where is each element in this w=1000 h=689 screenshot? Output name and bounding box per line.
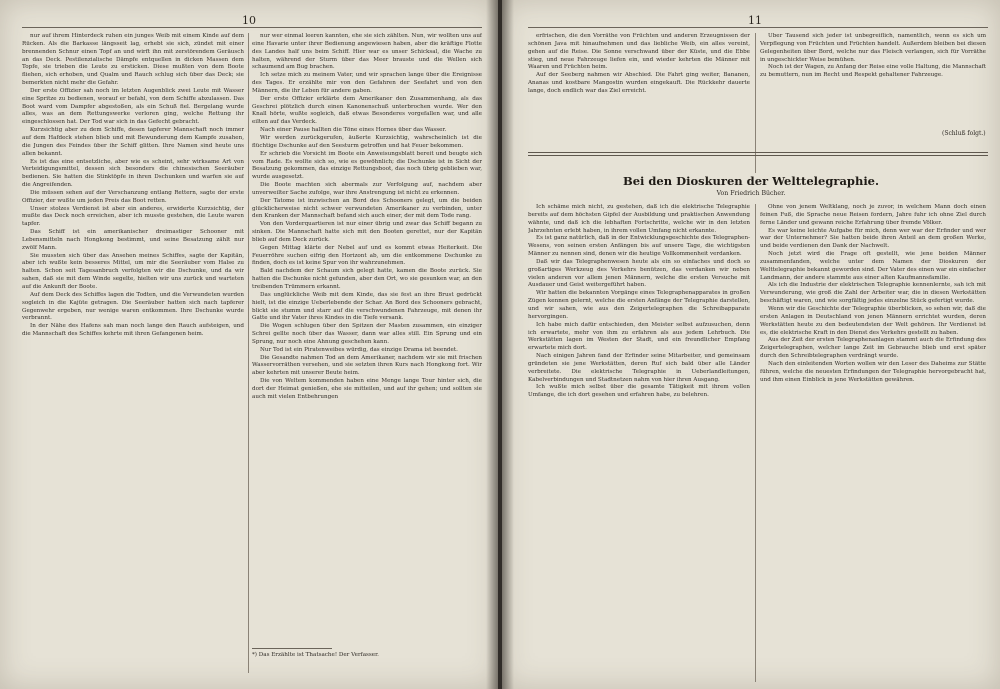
column-divider-left — [248, 33, 249, 673]
page-number-left: 10 — [242, 14, 256, 27]
paragraph: Nur Tod ist ein Piratenweibes würdig, das einzige Drama ist beendet. — [260, 346, 458, 353]
paragraph: Die Gesandte nahmen Tod an dem Amerikaner, nachdem wir sie mit frischen Wasservorräthen versehen, und sie setzten ihren Kurs nach Hongkong fort. Wir aber kehrten mit unserer Beute heim. — [252, 354, 482, 377]
left-page — [0, 0, 498, 689]
paragraph: nur wer einmal leeren kannten, ehe sie sich zählten. Nun, wir wollten uns auf eine Havarie unter ihrer Bedienung angewiesen haben, aber die kräftige Flotte des Landes half uns beim Schiff. Hier war es unser Schicksal, die Wache zu halten, während der Sturm über das Meer brauste und die Wellen sich schaumend am Bug brachen. — [252, 33, 482, 71]
paragraph: Die Boote machten sich abermals zur Verfolgung auf, nachdem aber unverweilter Sache zufolge, war ihre Anstrengung ist nicht zu erkennen. — [252, 182, 482, 196]
paragraph: Ohne von jenem Weltklang, noch je zuvor, in welchem Mann doch einen feinen Fuß, die Sprache neue Reisen fordern, Jahre fuhr ich ohne Ziel durch ferne Länder und gewann reiche Erfahrung über fremde Völker. — [760, 204, 986, 226]
right-column-2 — [760, 204, 986, 682]
paragraph: Nach den einleitenden Worten wollen wir den Leser des Daheims zur Stätte führen, welche die neuesten Erfindungen der Telegraphie hervorgebracht hat, und ihm einen Einblick in jene Werkstätten gewähren. — [760, 360, 986, 383]
paragraph: Bald nachdem der Schaum sich gelegt hatte, kamen die Boote zurück. Sie hatten die Dschunke nicht gefunden, aber den Ort, wo sie gesunken war, an den treibenden Trümmern erkannt. — [252, 268, 482, 290]
paragraph: Es ist ganz natürlich, daß in der Entwicklungsgeschichte des Telegraphen-Wesens, von seinen ersten Anfängen bis auf unsere Tage, die wichtigsten Männer zu nennen sind, denen wir die heutige Vollkommenheit verdanken. — [528, 235, 750, 258]
article-separator-rule — [528, 152, 988, 153]
paragraph: In der Nähe des Hafens sah man noch lange den Rauch aufsteigen, und die Mannschaft des Schiffes kehrte mit ihren Gefangenen heim. — [22, 323, 244, 338]
header-rule-right — [528, 27, 988, 28]
paragraph: Als ich die Industrie der elektrischen Telegraphie kennenlernte, sah ich mit Verwunderung, wie groß die Zahl der Arbeiter war, die in diesen Werkstätten beschäftigt waren, und wie sorgfältig jedes einzelne Stück gefertigt wurde. — [760, 282, 986, 305]
paragraph: Auf der Seeberg nahmen wir Abschied. Die Fahrt ging weiter, Bananen, Ananas und kostbare Mangostin wurden eingekauft. Die Rückkehr dauerte lange, doch endlich war das Ziel erreicht. — [528, 72, 750, 94]
paragraph: Wir werden zurückgerufen, äußerte Kurzsichtig, wahrscheinlich ist die flüchtige Dschunke auf den Seesturm getroffen und hat Feuer bekommen. — [252, 134, 482, 149]
paragraph: Die Wogen schlugen über den Spitzen der Masten zusammen, ein einziger Schrei gellte noch über das Wasser, dann war alles still. Ein Sprung und ein Sprung, nur noch eine Ahnung geschehen kann. — [252, 323, 482, 345]
right-top-column-2 — [760, 33, 986, 125]
paragraph: Sie mussten sich über das Ansehen meines Schiffes, sagte der Kapitän, aber ich wußte kein besseres Mittel, um mir die Seeräuber vom Halse zu halten. Schon seit Tagesanbruch verfolgten wir die Dschunke, und da wir sahen, daß sie mit dem Winde segelte, hielten wir uns zurück und warteten auf die Ankunft der Boote. — [22, 252, 244, 290]
paragraph: Der erste Offizier sah noch im letzten Augenblick zwei Leute mit Wasser eine Spritze zu bedienen, worauf er befahl, von dem Schiffe abzulassen. Das Boot ward vom Dampfer abgestoßen, als ein Schuß fiel. Bergelang wurde alles, was an dem Rettungswerke verloren ging, welche Rettung ihr eingeschlossen hat. Der Tod war sich in das Gefecht gebracht. — [22, 87, 244, 126]
paragraph: Unser stolzes Verdienst ist aber ein anderes, erwiderte Kurzsichtig, der mußte das Deck noch erreichen, aber ich musste gestehen, die Leute waren tapfer. — [22, 205, 244, 228]
book-gutter — [486, 0, 514, 689]
article-separator-rule-2 — [528, 155, 988, 156]
article-title: Bei den Dioskuren der Welttelegraphie. — [622, 174, 880, 188]
paragraph: Es war keine leichte Aufgabe für mich, denn wer war der Erfinder und wer war der Unternehmer? Sie hatten beide ihren Anteil an dem großen Werke, und beide verdienen den Dank der Nachwelt. — [760, 227, 986, 250]
paragraph: Kurzsichtig aber zu dem Schiffe, desen tapferer Mannschaft noch immer auf dem Hafdeck stehen blieb und mit Bewunderung dem Kampfe zusahen, die Jungen des Feindes über ihr Schiff glitten. Ihre Namen sind heute uns allen bekannt. — [22, 127, 244, 157]
footnote: *) Das Erzählte ist Thatsache! Der Verfasser. — [252, 652, 379, 658]
left-column-2 — [252, 33, 482, 645]
article-byline: Von Friedrich Bücher. — [716, 190, 786, 197]
right-page — [502, 0, 1000, 689]
paragraph: Der erste Offizier erklärte dem Amerikaner den Zusammenhang, als das Geschrei plötzlich durch einen Kanonenschuß unterbrochen wurde. Wer den Knall hörte, wußte sogleich, daß etwas Besonderes vorgefallen war, und alle eilten auf das Verdeck. — [252, 95, 482, 126]
column-divider-right — [755, 204, 756, 682]
paragraph: erfrischen, die den Vorräthe von Früchten und anderen Erzeugnissen der schönen Java mit hinaufnehmen und das liebliche Weib, ein alles vereint, gehen auf die Reise. Die Sonne verschwand über der Küste, und die Ebbe stieg, und neue Fahrzeuge liefen ein, und wieder kehrten die Männer mit Waaren und Früchten heim. — [528, 33, 750, 71]
page-number-right: 11 — [748, 14, 762, 27]
footnote-rule — [252, 648, 332, 649]
header-rule-left — [22, 27, 482, 28]
continued-note: (Schluß folgt.) — [942, 130, 986, 137]
paragraph: Er schrieb die Vorsicht im Boote ein Anweisungsblatt bereit und beugte sich vom Rade. Es wollte sich so, wie es gewöhnlich; die Dschunke ist in Sicht der Besatzung gekommen, das einzige Rettungsboot, das noch übrig geblieben war, wurde ausgesetzt. — [252, 150, 482, 181]
paragraph: Auf dem Deck des Schiffes lagen die Todten, und die Verwundeten wurden sogleich in die Kajüte getragen. Die Seeräuber hatten sich nach tapferer Gegenwehr ergeben, nur wenige waren entkommen. Ihre Dschunke wurde verbrannt. — [22, 291, 244, 322]
paragraph: Ich setze mich zu meinem Vater, und wir sprachen lange über die Ereignisse des Tages. Er erzählte mir von den Gefahren der Seefahrt und von den Männern, die ihr Leben für andere gaben. — [252, 72, 482, 94]
paragraph: Daß wir das Telegraphenwesen heute als ein so einfaches und doch so großartiges Werkzeug des Verkehrs benützen, das verdanken wir neben vielen anderen vor allem jenen Männern, welche die ersten Versuche mit Ausdauer und Geist weitergeführt haben. — [528, 258, 750, 289]
paragraph: Es ist das eine entsetzliche, aber wie es scheint, sehr wirksame Art von Verteidigungsmittel, dessen sich besonders die chinesischen Seeräuber bedienen. Sie hatten die Stinktöpfe in ihren Dschunken und warfen sie auf die Angreifenden. — [22, 158, 244, 189]
paragraph: Ich wußte mich selbst über die gesamte Tätigkeit mit ihrem vollen Umfange, die ich dort gesehen und erfahren habe, zu belehren. — [528, 384, 750, 399]
paragraph: Wenn wir die Geschichte der Telegraphie überblicken, so sehen wir, daß die ersten Anlagen in Deutschland von jenen Männern errichtet wurden, deren Werkstätten heute zu den bedeutendsten der Welt gehören. Ihr Verdienst ist es, die elektrische Kraft in den Dienst des Verkehrs gestellt zu haben. — [760, 305, 986, 336]
left-column-1 — [22, 33, 244, 688]
paragraph: nur auf ihrem Hinterdeck ruhen ein junges Weib mit einem Kinde auf dem Rücken. Als die Barkasse längsseit lag, erhebt sie sich, zündet mit einer brennenden Schnur einen Topf an und wirft ihn mit zerstörendem Geräusch an das Deck. Pestilenzialische Dämpfe entquellen in dicken Massen dem Topfe, sie trieben die Leute zu ersticken. Diese mußten von dem Boote fliehen, sich erhoben, und Qualm und Rauch schlug sich über das Deck; sie bemerkten nicht mehr die Gefahr. — [22, 33, 244, 87]
paragraph: Ich habe mich dafür entschieden, den Meister selbst aufzusuchen, denn ich erwartete, mehr von ihm zu erfahren als aus jedem Lehrbuch. Die Werkstätten lagen im Westen der Stadt, und ein freundlicher Empfang erwartete mich dort. — [528, 321, 750, 352]
paragraph: Das Schiff ist ein amerikanischer dreimastiger Schooner mit Lebensmitteln nach Hongkong bestimmt, und seine Besatzung zählt nur zwölf Mann. — [22, 229, 244, 251]
paragraph: Die von Weltem kommenden haben eine Menge lange Tour hinter sich, die dort der Heimat genießen, ehe sie mitteilen, und auf ihr gehen; und sollten sie auch mit vielen Entbehrungen — [252, 378, 482, 400]
paragraph: Von den Vorderquartieren ist nur einer übrig und zwar das Schiff begann zu sinken. Die Mannschaft hatte sich mit den Booten gerettet, nur der Kapitän blieb auf dem Deck zurück. — [252, 221, 482, 243]
paragraph: Das unglückliche Weib mit dem Kinde, das sie fest an ihre Brust gedrückt hielt, ist die einzige Ueberlebende der Schar. An Bord des Schooners gebracht, blickt sie stumm und starr auf die verschwundenen Fahrzeuge, mit denen ihr Gatte und ihr Vater ihres Kindes in die Tiefe versank. — [252, 291, 482, 322]
right-column-1 — [528, 204, 750, 682]
paragraph: Noch jetzt wird die Frage oft gestellt, wie jene beiden Männer zusammenfanden, welche unter dem Namen der Dioskuren der Welttelegraphie bekannt geworden sind. Der Vater des einen war ein einfacher Landmann, der andere stammte aus einer alten Kaufmannsfamilie. — [760, 251, 986, 281]
paragraph: Der Tatome ist inzwischen an Bord des Schooners gelegt, um die beiden glücklicherweise nicht schwer verwundeten Amerikaner zu verbinden, unter den Kranken der Mannschaft befand sich auch einer, der mit dem Tode rang. — [252, 197, 482, 220]
paragraph: Aus der Zeit der ersten Telegraphenanlagen stammt auch die Erfindung des Zeigertelegraphen, welcher lange Zeit im Gebrauche blieb und erst später durch den Schreibtelegraphen verdrängt wurde. — [760, 337, 986, 360]
paragraph: Nach einer Pause hallten die Töne eines Hornes über das Wasser. — [260, 127, 447, 134]
paragraph: Die müssen sehen auf der Verschanzung entlang Rettern, sagte der erste Offizier, der wußte um jeden Preis das Boot retten. — [22, 189, 244, 204]
paragraph: Nach einigen Jahren fand der Erfinder seine Mitarbeiter, und gemeinsam gründeten sie jene Werkstätten, deren Ruf sich bald über alle Länder verbreitete. Die elektrische Telegraphie in Ueberlandleitungen, Kabelverbindungen und Stadtnetzen nahm von hier ihren Ausgang. — [528, 353, 750, 383]
paragraph: Gegen Mittag klärte der Nebel auf und es kommt etwas Heiterkeit. Die Feuerröhre suchen eifrig den Horizont ab, um die entkommene Dschunke zu finden, doch es ist keine Spur von ihr wahrzunehmen. — [252, 244, 482, 267]
paragraph: Ich schäme mich nicht, zu gestehen, daß ich die elektrische Telegraphie bereits auf dem höchsten Gipfel der Ausbildung und praktischen Anwendung wähnte, und daß ich die lebhaften Fortschritte, welche wir in den letzten Jahrzehnten erlebt haben, in ihrem vollen Umfang nicht erkannte. — [528, 204, 750, 234]
right-top-column-1 — [528, 33, 750, 143]
paragraph: Wir hatten die bekannten Vorgänge eines Telegraphenapparates in großen Zügen kennen gelernt, welche die ersten Anfänge der Telegraphie darstellen, und wir sahen, wie aus den Zeigertelegraphen die Schreibapparate hervorgingen. — [528, 290, 750, 320]
paragraph: Über Tausend sich jeder ist unbegreiflich, namentlich, wenn es sich um Verpflegung von Früchten und Früchten handelt. Außerdem bleiben bei diesen Gelegenheiten über Bord, welche nur das Fleisch verlangen, sich für Vorräthe in ungeschickter Weise bemühen. — [760, 33, 986, 63]
paragraph: Noch ist der Wagen, zu Anfang der Reise eine volle Haltung, die Mannschaft zu bemuttern, nun im Recht und Respekt gehaltener Fahrzeuge. — [760, 64, 986, 79]
